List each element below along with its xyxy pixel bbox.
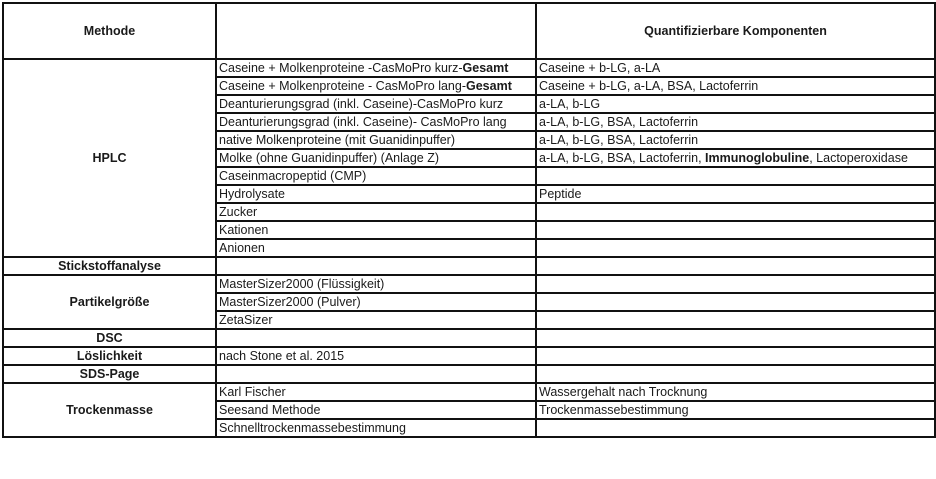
- detail-text: Caseinmacropeptid (CMP): [219, 169, 367, 183]
- detail-cell: [216, 383, 536, 401]
- method-cell: HPLC: [3, 59, 216, 257]
- detail-text: nach Stone et al. 2015: [219, 349, 345, 363]
- detail-cell: [216, 275, 536, 293]
- detail-text: Caseine + Molkenproteine - CasMoPro lang-: [219, 79, 466, 93]
- components-cell: [536, 185, 935, 203]
- detail-cell: [216, 95, 536, 113]
- detail-cell: [216, 311, 536, 329]
- detail-cell: [216, 329, 536, 347]
- detail-text: Zucker: [219, 205, 258, 219]
- components-cell: [536, 77, 935, 95]
- detail-text: Caseine + Molkenproteine -CasMoPro kurz-: [219, 61, 463, 75]
- table-row: [3, 329, 935, 347]
- detail-cell: [216, 59, 536, 77]
- detail-text: MasterSizer2000 (Flüssigkeit): [219, 277, 385, 291]
- components-cell: [536, 275, 935, 293]
- components-cell: [536, 59, 935, 77]
- method-cell: Stickstoffanalyse: [3, 257, 216, 275]
- detail-text: native Molkenproteine (mit Guanidinpuffer): [219, 133, 456, 147]
- method-cell: Trockenmasse: [3, 383, 216, 437]
- detail-cell: [216, 257, 536, 275]
- components-cell: [536, 131, 935, 149]
- detail-bold-text: Gesamt: [462, 61, 509, 75]
- components-cell: [536, 239, 935, 257]
- detail-cell: [216, 131, 536, 149]
- detail-bold-text: Gesamt: [466, 79, 512, 93]
- components-text: a-LA, b-LG: [539, 97, 601, 111]
- components-cell: [536, 149, 935, 167]
- method-cell: SDS-Page: [3, 365, 216, 383]
- components-cell: [536, 167, 935, 185]
- detail-cell: [216, 347, 536, 365]
- components-cell: [536, 95, 935, 113]
- detail-cell: [216, 401, 536, 419]
- detail-text: Deanturierungsgrad (inkl. Caseine)-CasMoPro kurz: [219, 97, 504, 111]
- components-cell: [536, 203, 935, 221]
- header-row: [3, 3, 935, 59]
- header-methode: Methode: [3, 3, 216, 59]
- components-text: a-LA, b-LG, BSA, Lactoferrin: [539, 115, 699, 129]
- detail-text: ZetaSizer: [219, 313, 273, 327]
- detail-cell: [216, 239, 536, 257]
- table-row: [3, 257, 935, 275]
- components-cell: [536, 329, 935, 347]
- detail-text: MasterSizer2000 (Pulver): [219, 295, 361, 309]
- components-text: Caseine + b-LG, a-LA, BSA, Lactoferrin: [539, 79, 759, 93]
- components-cell: [536, 365, 935, 383]
- components-text: a-LA, b-LG, BSA, Lactoferrin: [539, 133, 699, 147]
- components-cell: [536, 293, 935, 311]
- components-cell: [536, 347, 935, 365]
- method-cell: Löslichkeit: [3, 347, 216, 365]
- detail-cell: [216, 221, 536, 239]
- detail-cell: [216, 77, 536, 95]
- detail-cell: [216, 185, 536, 203]
- components-cell: [536, 401, 935, 419]
- detail-cell: [216, 149, 536, 167]
- detail-text: Karl Fischer: [219, 385, 286, 399]
- components-text: Caseine + b-LG, a-LA: [539, 61, 661, 75]
- header-detail: [216, 3, 536, 59]
- detail-text: Seesand Methode: [219, 403, 321, 417]
- components-cell: [536, 257, 935, 275]
- components-text: a-LA, b-LG, BSA, Lactoferrin,: [539, 151, 706, 165]
- method-cell: Partikelgröße: [3, 275, 216, 329]
- detail-cell: [216, 293, 536, 311]
- components-cell: [536, 383, 935, 401]
- detail-text: Hydrolysate: [219, 187, 285, 201]
- detail-cell: [216, 167, 536, 185]
- detail-text: Kationen: [219, 223, 269, 237]
- components-cell: [536, 311, 935, 329]
- detail-cell: [216, 365, 536, 383]
- detail-text: Molke (ohne Guanidinpuffer) (Anlage Z): [219, 151, 440, 165]
- components-cell: [536, 221, 935, 239]
- detail-cell: [216, 419, 536, 437]
- components-text: Trockenmassebestimmung: [539, 403, 689, 417]
- table-body: [3, 59, 935, 437]
- table-row: [3, 347, 935, 365]
- method-cell: DSC: [3, 329, 216, 347]
- header-komponenten: Quantifizierbare Komponenten: [536, 3, 935, 59]
- table-row: [3, 275, 935, 293]
- table-row: [3, 383, 935, 401]
- detail-text: Schnelltrockenmassebestimmung: [219, 421, 406, 435]
- detail-text: Deanturierungsgrad (inkl. Caseine)- CasMoPro lang: [219, 115, 507, 129]
- methods-table: [2, 2, 936, 438]
- components-text: Peptide: [539, 187, 582, 201]
- table-row: [3, 59, 935, 77]
- detail-text: Anionen: [219, 241, 265, 255]
- components-text: , Lactoperoxidase: [809, 151, 908, 165]
- components-text: Wassergehalt nach Trocknung: [539, 385, 708, 399]
- detail-cell: [216, 203, 536, 221]
- table-row: [3, 365, 935, 383]
- components-bold-text: Immunoglobuline: [705, 151, 810, 165]
- detail-cell: [216, 113, 536, 131]
- components-cell: [536, 113, 935, 131]
- components-cell: [536, 419, 935, 437]
